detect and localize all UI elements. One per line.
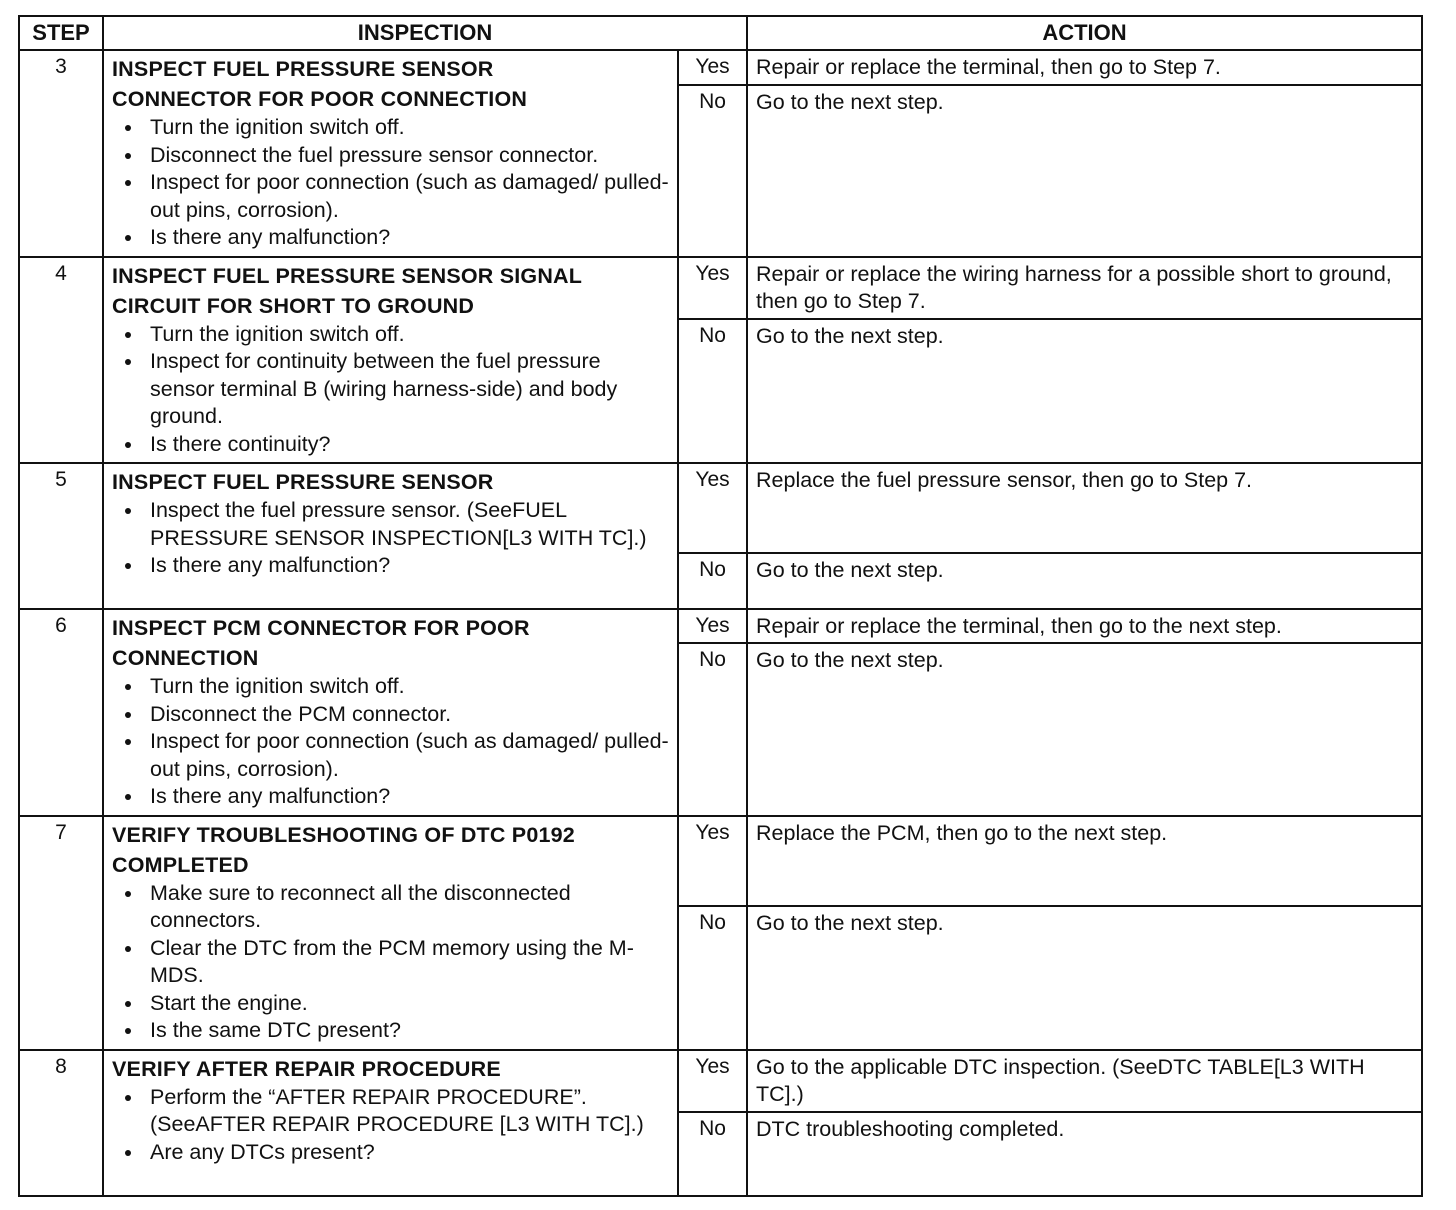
diagnostic-table bbox=[18, 15, 1423, 1197]
inspection-title-line: VERIFY TROUBLESHOOTING OF DTC P0192 bbox=[112, 822, 575, 847]
no-action: Go to the next step. bbox=[747, 85, 1422, 257]
inspection-title-line: CONNECTOR FOR POOR CONNECTION bbox=[112, 87, 528, 111]
yes-action: Replace the fuel pressure sensor, then go to Step 7. bbox=[747, 463, 1422, 553]
table-row bbox=[19, 257, 1422, 320]
inspection-bullet: Disconnect the PCM connector. bbox=[112, 701, 671, 729]
inspection-cell bbox=[103, 257, 678, 464]
inspection-bullet: Is there any malfunction? bbox=[112, 224, 671, 252]
header-row bbox=[19, 16, 1422, 50]
yes-action: Repair or replace the terminal, then go to Step 7. bbox=[747, 50, 1422, 85]
inspection-bullet: Disconnect the fuel pressure sensor connector. bbox=[112, 142, 671, 170]
inspection-bullet: Inspect for poor connection (such as damaged/ pulled-out pins, corrosion). bbox=[112, 169, 671, 224]
yes-action: Repair or replace the wiring harness for a possible short to ground, then go to Step 7. bbox=[747, 257, 1422, 320]
inspection-bullet: Are any DTCs present? bbox=[112, 1139, 671, 1167]
no-action: Go to the next step. bbox=[747, 643, 1422, 815]
inspection-bullet-list bbox=[112, 321, 671, 459]
yes-action: Repair or replace the terminal, then go to the next step. bbox=[747, 609, 1422, 643]
yes-label: Yes bbox=[678, 609, 747, 643]
no-action: Go to the next step. bbox=[747, 906, 1422, 1049]
inspection-title-line: INSPECT FUEL PRESSURE SENSOR bbox=[112, 470, 494, 494]
table-row bbox=[19, 1050, 1422, 1112]
inspection-bullet: Is there continuity? bbox=[112, 431, 671, 459]
inspection-bullet: Turn the ignition switch off. bbox=[112, 673, 671, 701]
no-label: No bbox=[678, 85, 747, 257]
table-row bbox=[19, 463, 1422, 553]
inspection-bullet: Start the engine. bbox=[112, 990, 671, 1018]
step-number: 8 bbox=[19, 1050, 103, 1196]
no-label: No bbox=[678, 319, 747, 463]
inspection-bullet: Turn the ignition switch off. bbox=[112, 321, 671, 349]
table-body bbox=[19, 50, 1422, 1196]
no-label: No bbox=[678, 906, 747, 1049]
inspection-bullet: Perform the “AFTER REPAIR PROCEDURE”. (SeeAFTER REPAIR PROCEDURE [L3 WITH TC].) bbox=[112, 1084, 671, 1139]
table-row bbox=[19, 609, 1422, 643]
inspection-title-line: CONNECTION bbox=[112, 646, 259, 670]
inspection-title-line: INSPECT PCM CONNECTOR FOR POOR bbox=[112, 616, 530, 640]
yes-action: Replace the PCM, then go to the next step. bbox=[747, 816, 1422, 907]
inspection-title-line: VERIFY AFTER REPAIR PROCEDURE bbox=[112, 1056, 501, 1081]
inspection-bullet: Inspect the fuel pressure sensor. (SeeFUEL PRESSURE SENSOR INSPECTION[L3 WITH TC].) bbox=[112, 497, 671, 552]
yes-label: Yes bbox=[678, 1050, 747, 1112]
no-label: No bbox=[678, 553, 747, 609]
table-row bbox=[19, 50, 1422, 85]
inspection-bullet: Is the same DTC present? bbox=[112, 1017, 671, 1045]
inspection-bullet-list bbox=[112, 497, 671, 580]
inspection-bullet-list bbox=[112, 114, 671, 252]
yes-label: Yes bbox=[678, 257, 747, 320]
inspection-bullet-list bbox=[112, 673, 671, 811]
inspection-cell bbox=[103, 1050, 678, 1196]
inspection-cell bbox=[103, 463, 678, 609]
yes-label: Yes bbox=[678, 50, 747, 85]
inspection-title-line: COMPLETED bbox=[112, 852, 249, 877]
inspection-cell bbox=[103, 816, 678, 1050]
inspection-bullet: Is there any malfunction? bbox=[112, 783, 671, 811]
inspection-bullet: Inspect for poor connection (such as damaged/ pulled-out pins, corrosion). bbox=[112, 728, 671, 783]
step-number: 3 bbox=[19, 50, 103, 257]
step-number: 7 bbox=[19, 816, 103, 1050]
inspection-bullet: Turn the ignition switch off. bbox=[112, 114, 671, 142]
no-action: Go to the next step. bbox=[747, 319, 1422, 463]
inspection-bullet-list bbox=[112, 880, 671, 1045]
step-number: 4 bbox=[19, 257, 103, 464]
no-label: No bbox=[678, 1112, 747, 1196]
no-action: Go to the next step. bbox=[747, 553, 1422, 609]
yes-label: Yes bbox=[678, 463, 747, 553]
step-number: 5 bbox=[19, 463, 103, 609]
no-label: No bbox=[678, 643, 747, 815]
inspection-bullet: Is there any malfunction? bbox=[112, 552, 671, 580]
inspection-title-line: INSPECT FUEL PRESSURE SENSOR bbox=[112, 57, 494, 81]
header-inspection: INSPECTION bbox=[103, 16, 747, 50]
yes-label: Yes bbox=[678, 816, 747, 907]
inspection-cell bbox=[103, 609, 678, 816]
inspection-title-line: INSPECT FUEL PRESSURE SENSOR SIGNAL bbox=[112, 263, 583, 288]
inspection-cell bbox=[103, 50, 678, 257]
inspection-bullet-list bbox=[112, 1084, 671, 1167]
step-number: 6 bbox=[19, 609, 103, 816]
inspection-bullet: Clear the DTC from the PCM memory using the M-MDS. bbox=[112, 935, 671, 990]
table-row bbox=[19, 816, 1422, 907]
inspection-bullet: Inspect for continuity between the fuel pressure sensor terminal B (wiring harness-side) and body ground. bbox=[112, 348, 671, 431]
inspection-bullet: Make sure to reconnect all the disconnected connectors. bbox=[112, 880, 671, 935]
header-action: ACTION bbox=[747, 16, 1422, 50]
header-step: STEP bbox=[19, 16, 103, 50]
yes-action: Go to the applicable DTC inspection. (SeeDTC TABLE[L3 WITH TC].) bbox=[747, 1050, 1422, 1112]
no-action: DTC troubleshooting completed. bbox=[747, 1112, 1422, 1196]
inspection-title-line: CIRCUIT FOR SHORT TO GROUND bbox=[112, 293, 475, 318]
